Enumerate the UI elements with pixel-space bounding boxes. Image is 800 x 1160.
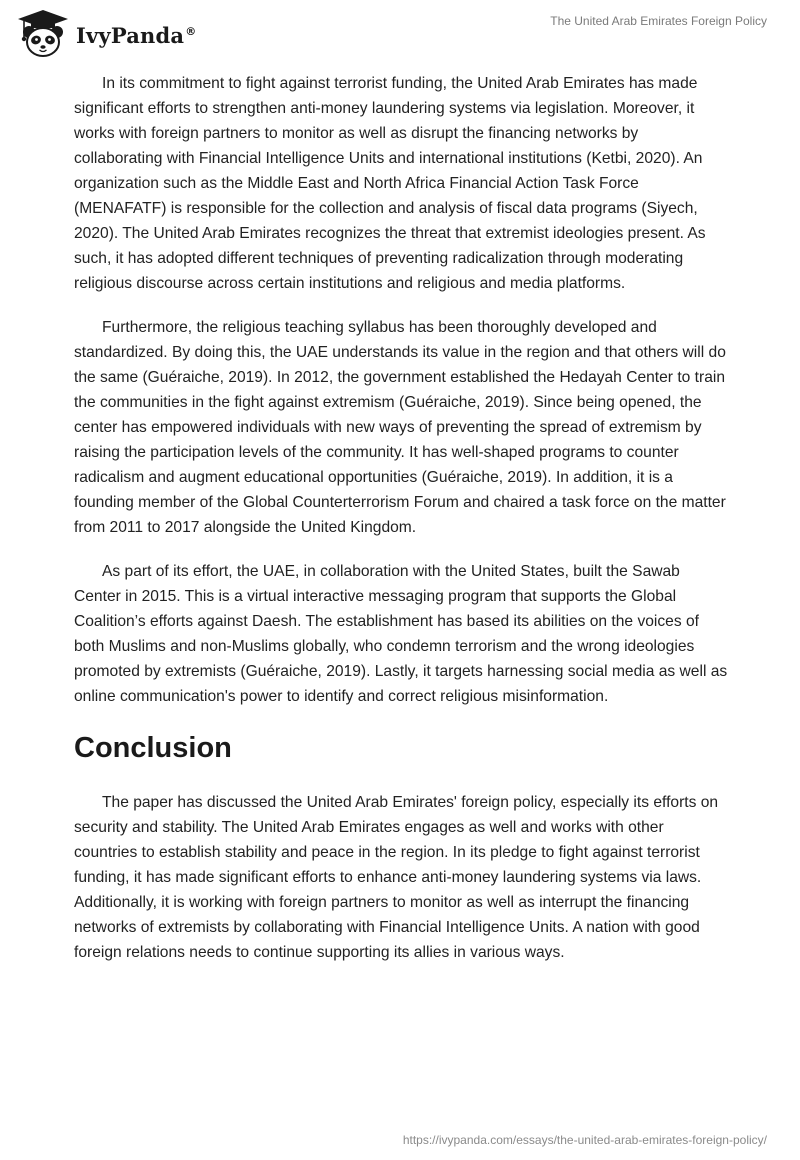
body-paragraph: As part of its effort, the UAE, in collaboration with the United States, built the Sawab Center in 2015. This is a virtual interactive messaging program that supports the Global Coalition’s efforts against Daesh. The establishment has based its abilities on the voices of both Muslims and non-Muslims globally, who condemn terrorism and the wrong ideologies promoted by extremists (Guéraiche, 2019). Lastly, it targets harnessing social media as well as online communication's power to identify and correct religious misinformation.: [74, 563, 728, 705]
body-paragraph: Furthermore, the religious teaching syllabus has been thoroughly developed and standardized. By doing this, the UAE understands its value in the region and that others will do the same (Guéraiche, 2019). In 2012, the government established the Hedayah Center to train the communities in the fight against extremism (Guéraiche, 2019). Since being opened, the center has empowered individuals with new ways of preventing the spread of extremism by raising the participation levels of the community. It has well-shaped programs to counter radicalism and augment educational opportunities (Guéraiche, 2019). In addition, it is a founding member of the Global Counterterrorism Forum and chaired a task force on the matter from 2011 to 2017 alongside the United Kingdom.: [74, 319, 726, 536]
brand-name: IvyPanda®: [76, 22, 197, 48]
conclusion-paragraph: The paper has discussed the United Arab Emirates' foreign policy, especially its efforts on security and stability. The United Arab Emirates engages as well and works with other countries to establish stability and peace in the region. In its pledge to fight against terrorist funding, it has made significant efforts to enhance anti-money laundering systems via laws. Additionally, it is working with foreign partners to monitor as well as interrupt the financing networks of extremists by collaborating with Financial Intelligence Units. A nation with good foreign relations needs to continue supporting its allies in various ways.: [74, 794, 719, 961]
source-url-link[interactable]: https://ivypanda.com/essays/the-united-arab-emirates-foreign-policy/: [402, 1133, 767, 1147]
essay-body: [74, 71, 730, 984]
conclusion-heading: Conclusion: [74, 732, 232, 764]
page-header: [0, 0, 800, 60]
body-paragraph: In its commitment to fight against terrorist funding, the United Arab Emirates has made significant efforts to strengthen anti-money laundering systems via legislation. Moreover, it works with foreign partners to monitor as well as disrupt the financing networks by collaborating with Financial Intelligence Units and international institutions (Ketbi, 2020). An organization such as the Middle East and North Africa Financial Action Task Force (MENAFATF) is responsible for the collection and analysis of fiscal data programs (Siyech, 2020). The United Arab Emirates recognizes the threat that extremist ideologies present. As such, it has adopted different techniques of preventing radicalization through moderating religious discourse across certain institutions and religious and media platforms.: [74, 75, 706, 292]
panda-graduation-cap-icon: [14, 8, 72, 58]
brand-registered-mark: ®: [185, 24, 197, 38]
brand-logo[interactable]: [14, 8, 196, 58]
document-title: The United Arab Emirates Foreign Policy: [550, 14, 767, 28]
